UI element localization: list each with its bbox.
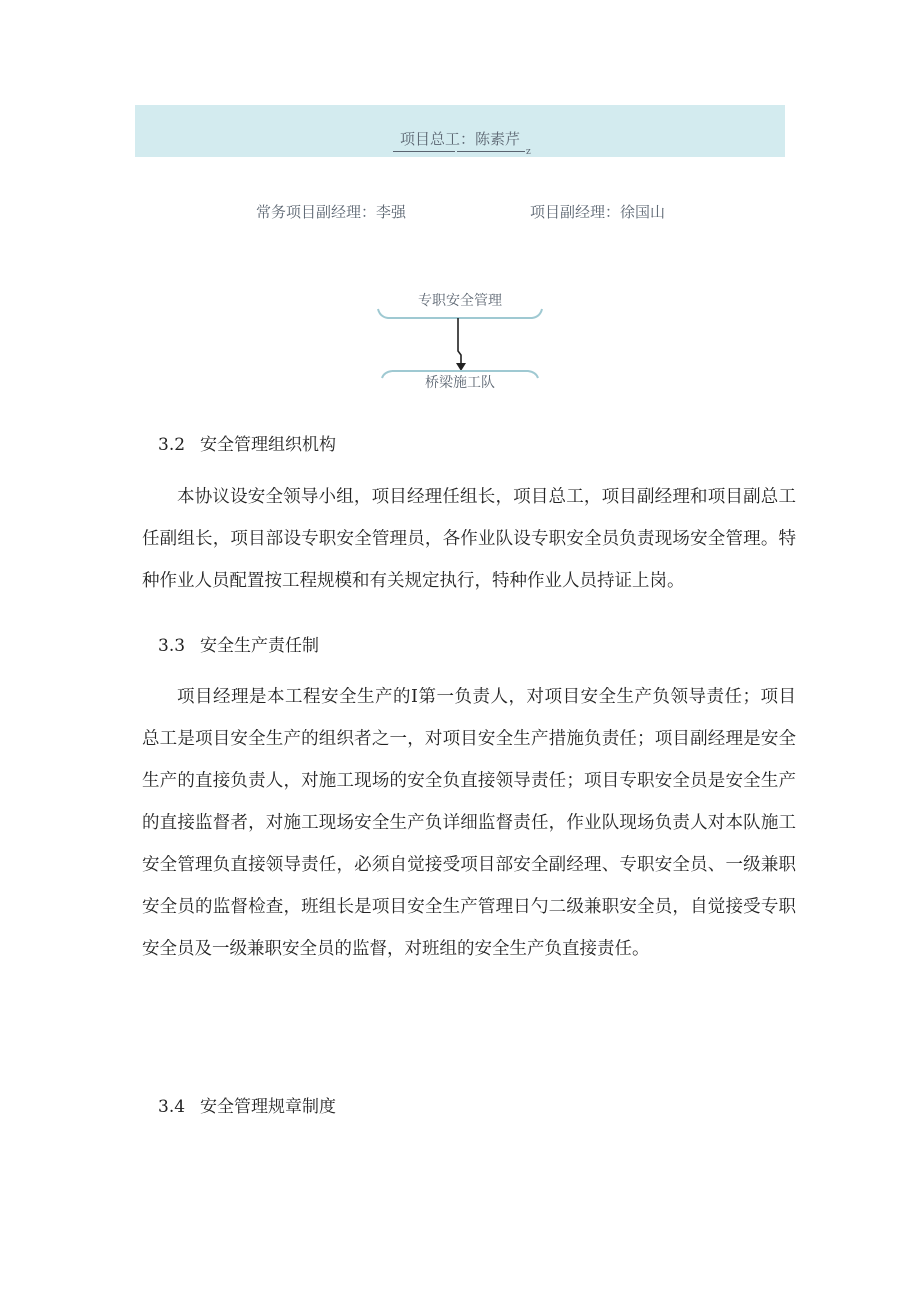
section-title: 安全生产责任制 bbox=[200, 636, 319, 656]
deputy-manager-left: 常务项目副经理：李强 bbox=[256, 203, 407, 221]
section-title: 安全管理规章制度 bbox=[200, 1097, 336, 1117]
section-number: 3.4 bbox=[158, 1097, 186, 1117]
section-title: 安全管理组织机构 bbox=[200, 435, 336, 455]
node-safety-management: 专职安全管理 bbox=[418, 293, 502, 309]
node-bridge-team: 桥梁施工队 bbox=[425, 375, 495, 391]
section-heading-3-3 bbox=[158, 634, 319, 658]
banner-underline-right bbox=[457, 151, 525, 152]
arrow-head-icon bbox=[456, 363, 466, 371]
section-paragraph-3-3: 项目经理是本工程安全生产的I第一负责人，对项目安全生产负领导责任；项目总工是项目安全生产的组织者之一，对项目安全生产措施负责任；项目副经理是安全生产的直接负责人，对施工现场的安全负直接领导责任；项目专职安全员是安全生产的直接监督者，对施工现场安全生产负详细监督责任，作业队现场负责人对本队施工安全管理负直接领导责任，必须自觉接受项目部安全副经理、专职安全员、一级兼职安全员的监督检查，班组长是项目安全生产管理日勺二级兼职安全员，自觉接受专职安全员及一级兼职安全员的监督，对班组的安全生产负直接责任。 bbox=[142, 687, 796, 959]
banner-underline-left bbox=[393, 151, 455, 152]
section-heading-3-2 bbox=[158, 433, 336, 457]
banner-marker: z bbox=[526, 147, 531, 157]
org-chart-connector bbox=[370, 305, 560, 385]
section-paragraph-3-2: 本协议设安全领导小组，项目经理任组长，项目总工，项目副经理和项目副总工任副组长，项目部设专职安全管理员，各作业队设专职安全员负责现场安全管理。特种作业人员配置按工程规模和有关规定执行，特种作业人员持证上岗。 bbox=[142, 487, 796, 591]
chief-engineer-label: 项目总工：陈素芹 bbox=[399, 130, 520, 148]
connector-arrow-line bbox=[458, 318, 461, 365]
deputy-manager-right: 项目副经理：徐国山 bbox=[530, 203, 666, 221]
section-number: 3.2 bbox=[158, 435, 186, 455]
section-number: 3.3 bbox=[158, 636, 186, 656]
section-heading-3-4 bbox=[158, 1095, 336, 1119]
node-top-bracket bbox=[378, 309, 542, 318]
chief-engineer-banner bbox=[135, 105, 785, 157]
